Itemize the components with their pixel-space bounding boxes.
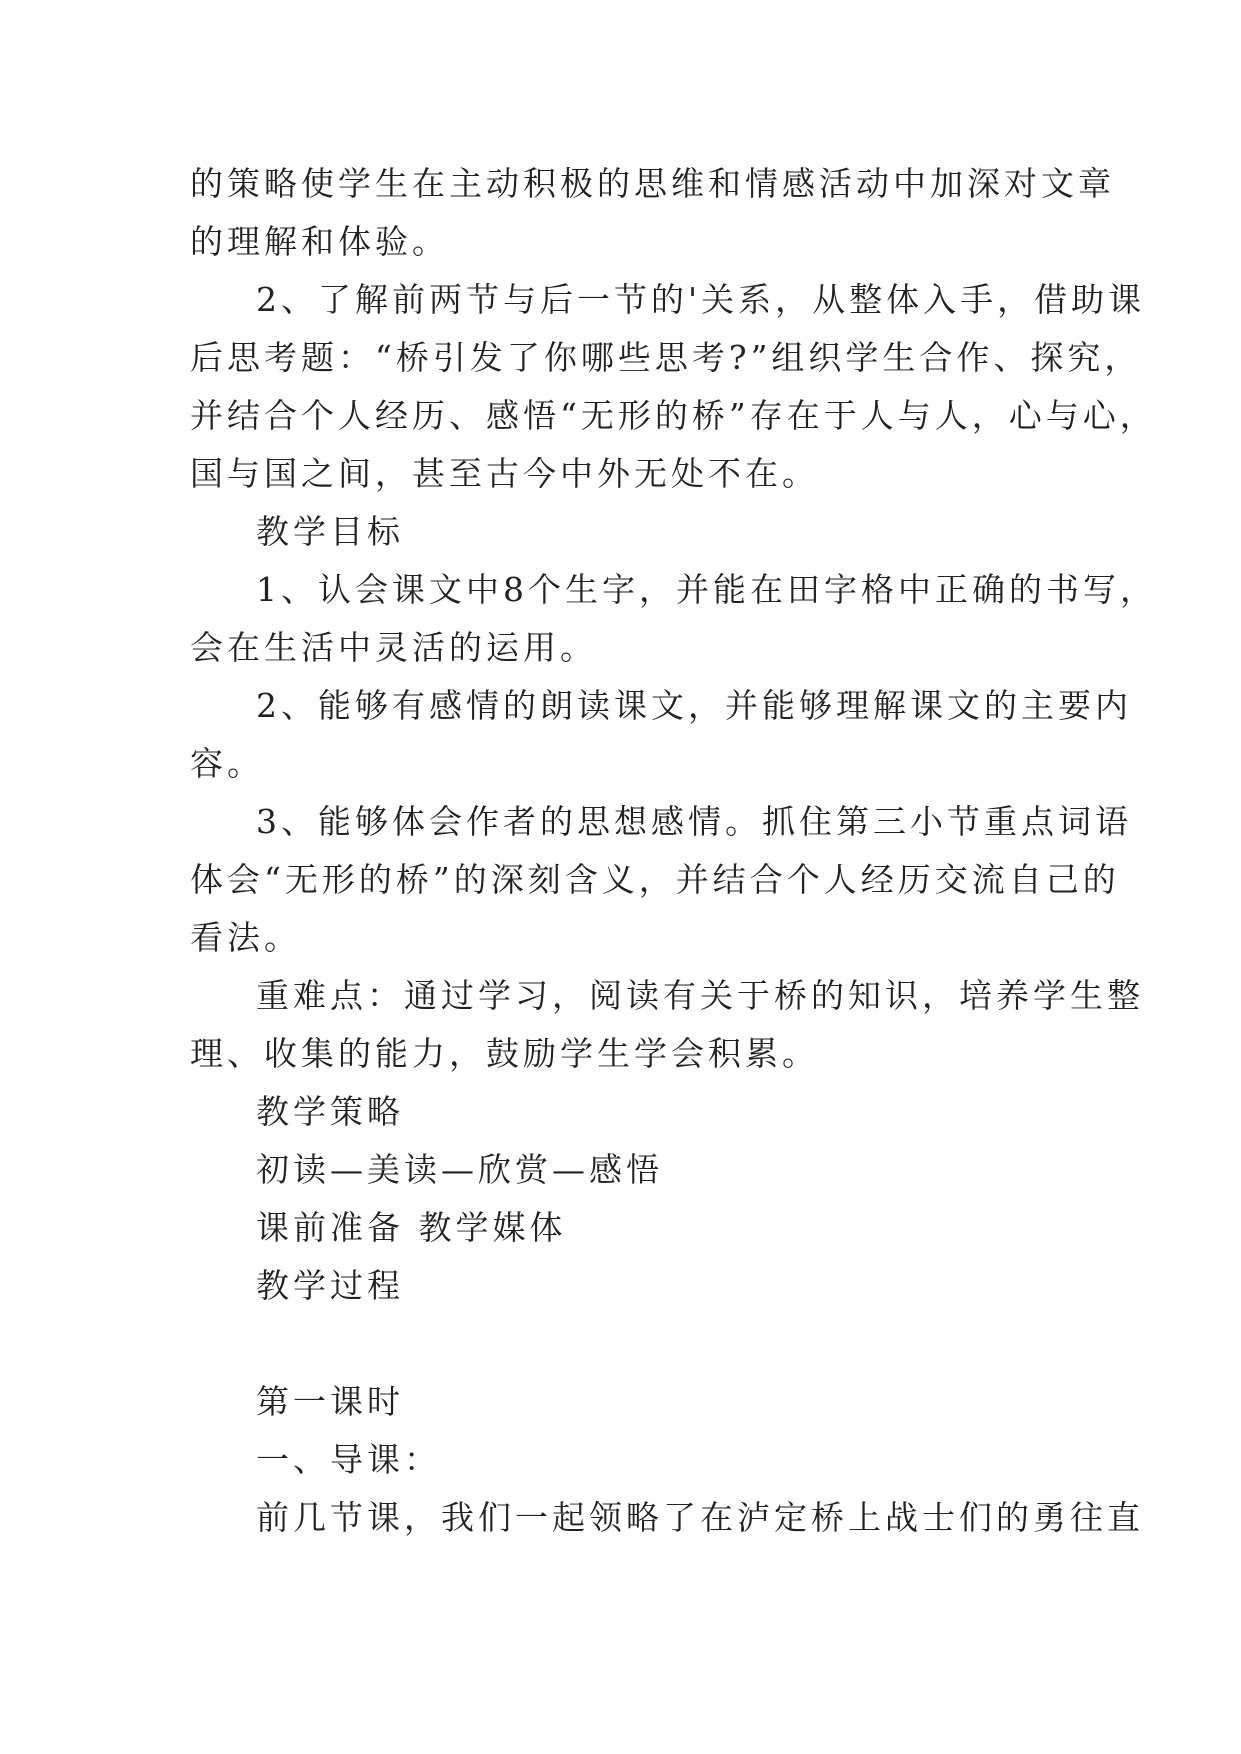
paragraph-line: 课前准备 教学媒体 xyxy=(256,1208,567,1247)
paragraph-line: 初读—美读—欣赏—感悟 xyxy=(256,1150,663,1189)
paragraph-line: 会在生活中灵活的运用。 xyxy=(190,628,597,667)
section-heading: 教学策略 xyxy=(256,1092,404,1131)
paragraph-line: 并结合个人经历、感悟“无形的桥”存在于人与人，心与心， xyxy=(190,396,1157,435)
paragraph-line: 容。 xyxy=(190,744,264,783)
paragraph-line: 3、能够体会作者的思想感情。抓住第三小节重点词语 xyxy=(256,802,1132,841)
paragraph-line: 重难点：通过学习，阅读有关于桥的知识，培养学生整 xyxy=(256,976,1144,1015)
section-heading: 教学过程 xyxy=(256,1266,404,1305)
document-page xyxy=(190,155,1157,1547)
paragraph-line: 前几节课，我们一起领略了在泸定桥上战士们的勇往直 xyxy=(256,1498,1144,1537)
paragraph-line: 的策略使学生在主动积极的思维和情感活动中加深对文章 xyxy=(190,164,1115,203)
paragraph-line: 1、认会课文中8个生字，并能在田字格中正确的书写， xyxy=(256,570,1157,609)
section-heading: 一、导课： xyxy=(256,1440,441,1479)
paragraph-line: 体会“无形的桥”的深刻含义，并结合个人经历交流自己的 xyxy=(190,860,1120,899)
paragraph-line: 2、了解前两节与后一节的'关系，从整体入手，借助课 xyxy=(256,280,1146,319)
paragraph-line: 理、收集的能力，鼓励学生学会积累。 xyxy=(190,1034,819,1073)
paragraph-line: 后思考题：“桥引发了你哪些思考?”组织学生合作、探究， xyxy=(190,338,1142,377)
blank-line xyxy=(190,1315,1052,1373)
paragraph-line: 看法。 xyxy=(190,918,301,957)
section-heading: 第一课时 xyxy=(256,1382,404,1421)
paragraph-line: 的理解和体验。 xyxy=(190,222,449,261)
paragraph-line: 国与国之间，甚至古今中外无处不在。 xyxy=(190,454,819,493)
paragraph-line: 2、能够有感情的朗读课文，并能够理解课文的主要内 xyxy=(256,686,1132,725)
section-heading: 教学目标 xyxy=(256,512,404,551)
